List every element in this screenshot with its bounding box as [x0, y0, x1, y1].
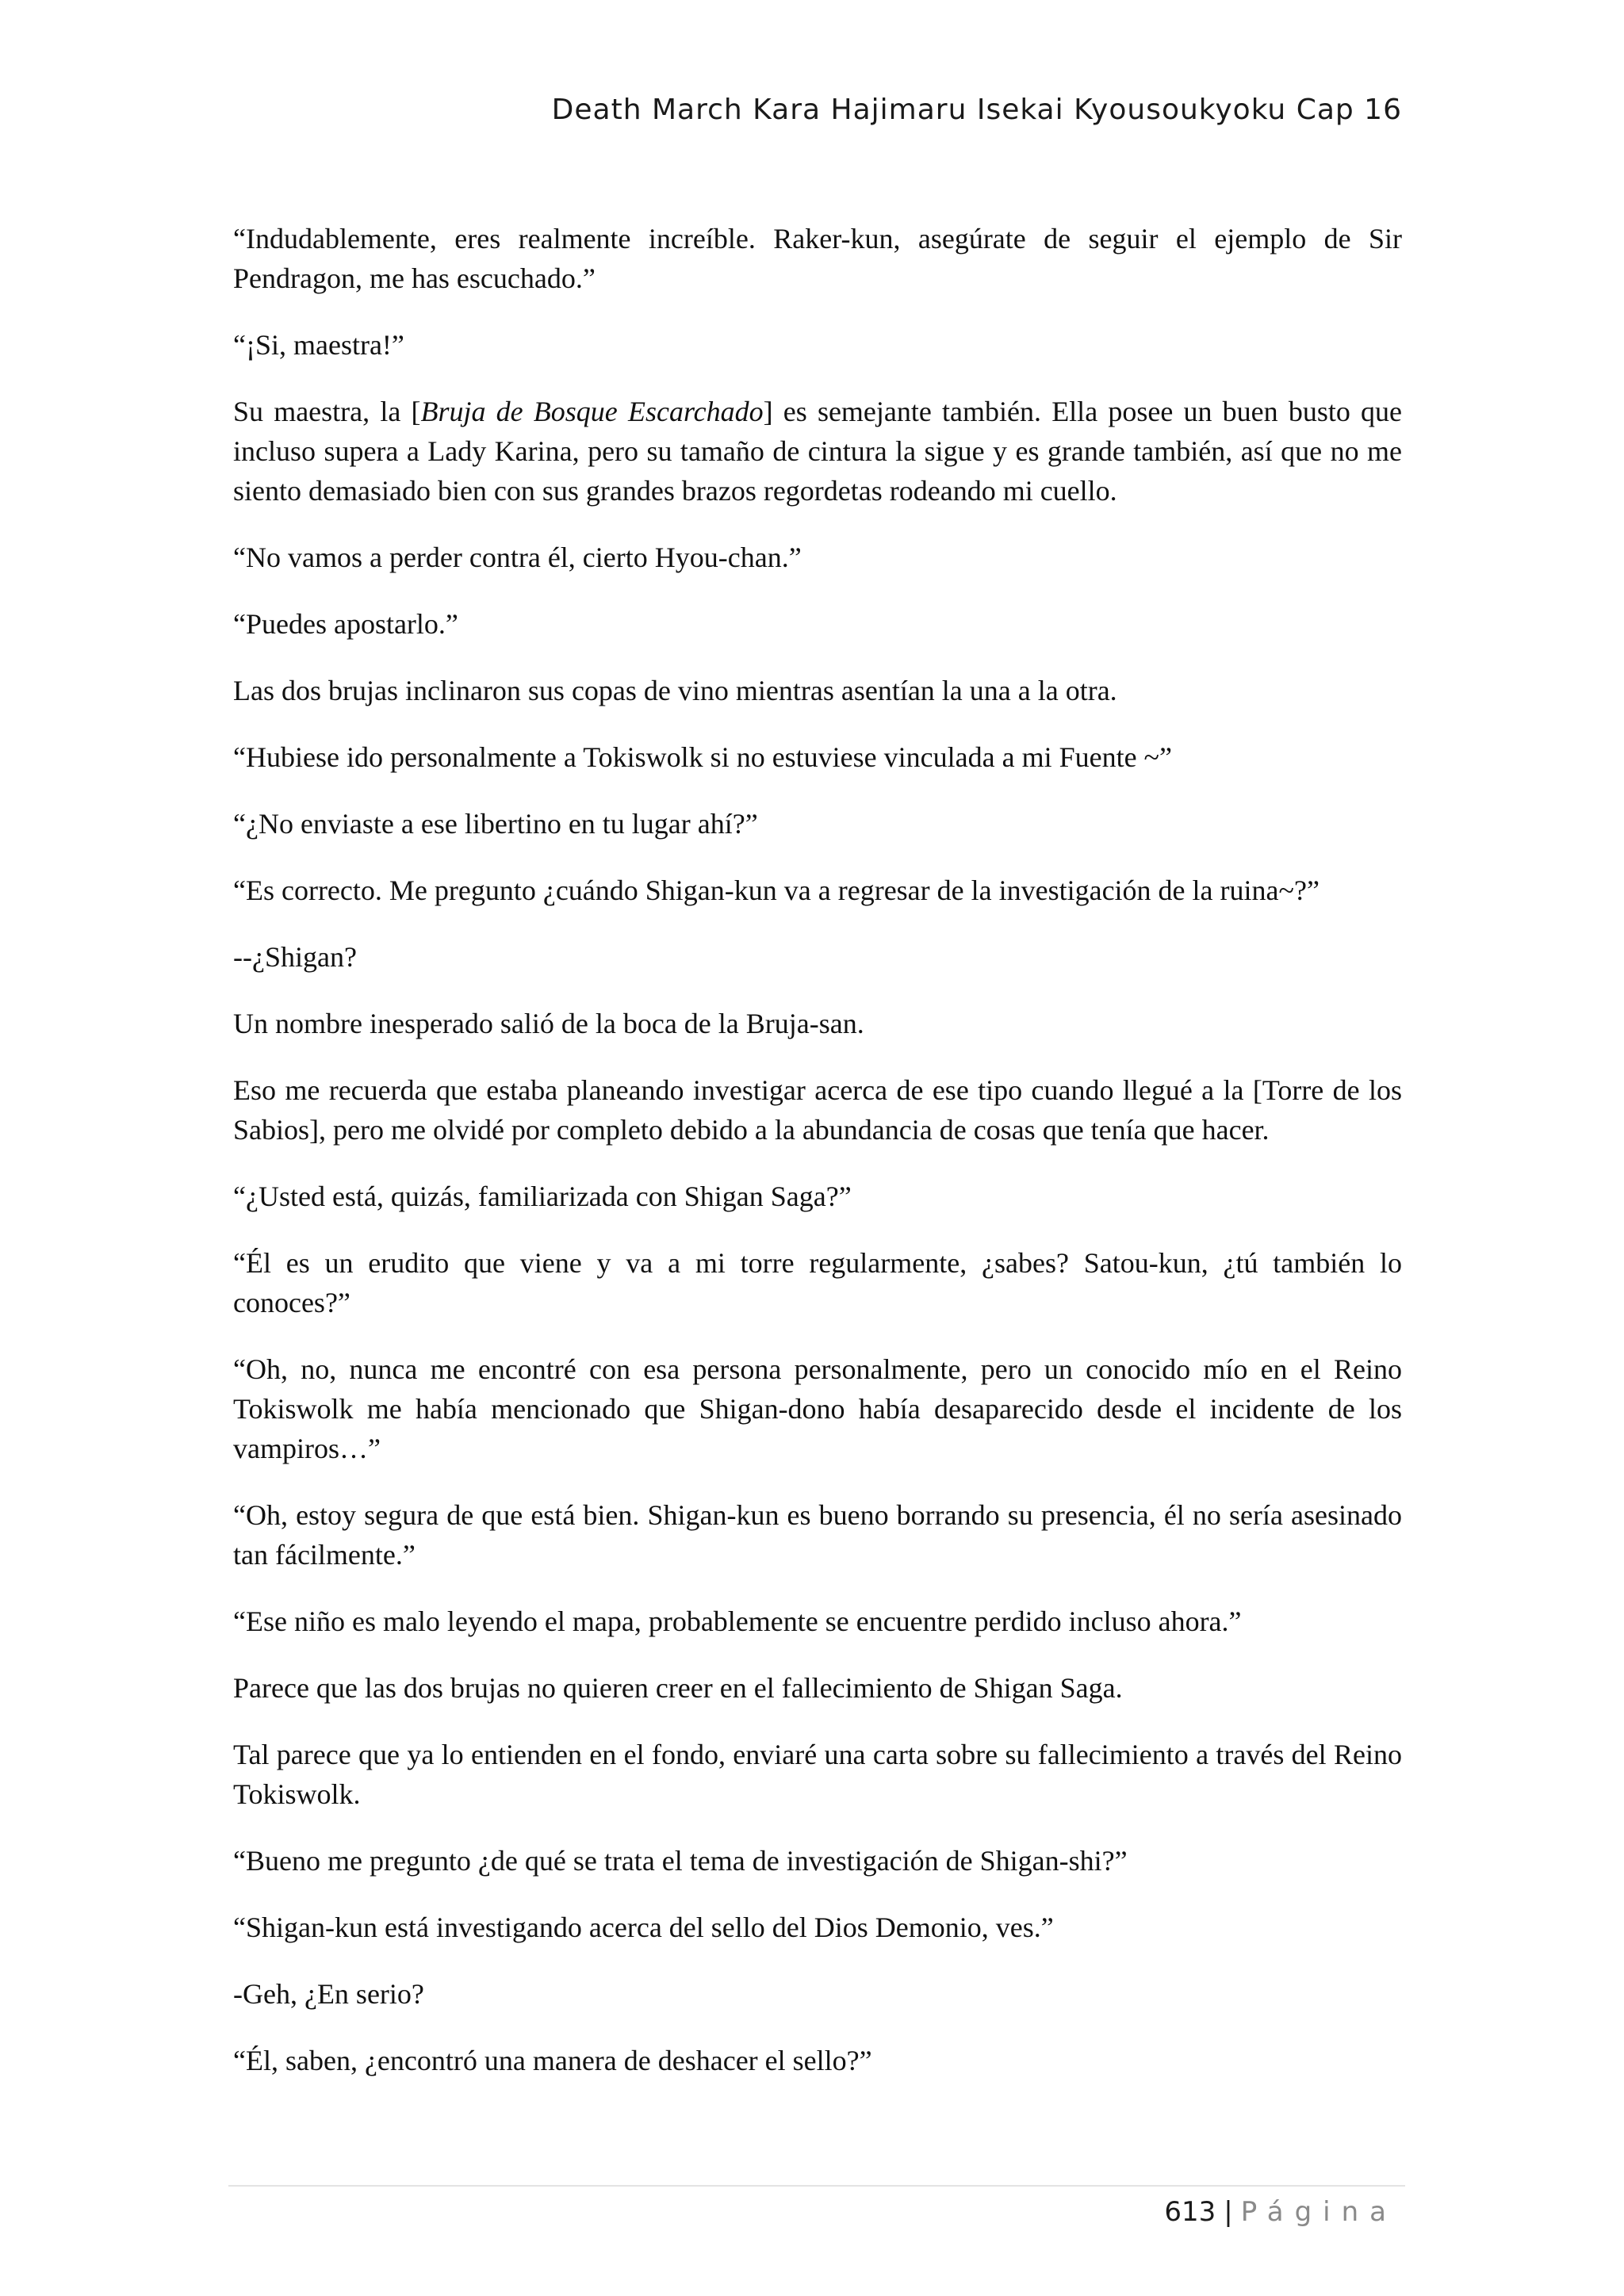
paragraph: Parece que las dos brujas no quieren creer en el fallecimiento de Shigan Saga.	[233, 1672, 1123, 1704]
paragraph: Un nombre inesperado salió de la boca de la Bruja-san.	[233, 1008, 864, 1039]
page-footer	[1164, 2196, 1397, 2228]
footer-divider	[228, 2185, 1405, 2187]
paragraph-text: ] es semejante también. Ella posee un buen busto que incluso supera a Lady Karina, pero su tamaño de cintura la sigue y es grande también, así que no me siento demasiado bien con sus grandes brazos regordetas rodeando mi cuello.	[233, 396, 1402, 507]
paragraph: “¿Usted está, quizás, familiarizada con Shigan Saga?”	[233, 1181, 852, 1212]
paragraph: --¿Shigan?	[233, 941, 357, 973]
chapter-body	[233, 219, 1402, 2107]
page-number: 613	[1164, 2196, 1216, 2228]
paragraph: “Bueno me pregunto ¿de qué se trata el tema de investigación de Shigan-shi?”	[233, 1845, 1128, 1877]
paragraph: “¿No enviaste a ese libertino en tu lugar ahí?”	[233, 808, 758, 840]
paragraph: “Es correcto. Me pregunto ¿cuándo Shigan-kun va a regresar de la investigación de la ruina~?”	[233, 874, 1320, 906]
paragraph: Eso me recuerda que estaba planeando investigar acerca de ese tipo cuando llegué a la [Torre de los Sabios], pero me olvidé por completo debido a la abundancia de cosas que tenía que hacer.	[233, 1074, 1402, 1146]
paragraph: “Indudablemente, eres realmente increíble. Raker-kun, asegúrate de seguir el ejemplo de Sir Pendragon, me has escuchado.”	[233, 223, 1402, 294]
paragraph: “Ese niño es malo leyendo el mapa, probablemente se encuentre perdido incluso ahora.”	[233, 1605, 1242, 1637]
paragraph: “Oh, estoy segura de que está bien. Shigan-kun es bueno borrando su presencia, él no sería asesinado tan fácilmente.”	[233, 1499, 1402, 1571]
paragraph: “Él es un erudito que viene y va a mi torre regularmente, ¿sabes? Satou-kun, ¿tú también lo conoces?”	[233, 1247, 1402, 1318]
running-header: Death March Kara Hajimaru Isekai Kyousoukyoku Cap 16	[551, 94, 1402, 126]
paragraph: Tal parece que ya lo entienden en el fondo, enviaré una carta sobre su fallecimiento a través del Reino Tokiswolk.	[233, 1739, 1402, 1810]
paragraph: “¡Si, maestra!”	[233, 329, 404, 361]
paragraph-text: Su maestra, la [	[233, 396, 421, 427]
paragraph	[233, 392, 1402, 511]
paragraph: “Oh, no, nunca me encontré con esa persona personalmente, pero un conocido mío en el Reino Tokiswolk me había mencionado que Shigan-dono había desaparecido desde el incidente de los vampiros…”	[233, 1353, 1402, 1464]
paragraph: “Él, saben, ¿encontró una manera de deshacer el sello?”	[233, 2045, 872, 2076]
page-label: Página	[1240, 2196, 1397, 2228]
paragraph: “Shigan-kun está investigando acerca del sello del Dios Demonio, ves.”	[233, 1911, 1054, 1943]
paragraph-italic-title: Bruja de Bosque Escarchado	[420, 396, 764, 427]
paragraph: Las dos brujas inclinaron sus copas de vino mientras asentían la una a la otra.	[233, 675, 1117, 706]
footer-separator: |	[1224, 2196, 1233, 2228]
paragraph: -Geh, ¿En serio?	[233, 1978, 424, 2010]
paragraph: “Puedes apostarlo.”	[233, 608, 458, 640]
paragraph: “Hubiese ido personalmente a Tokiswolk si no estuviese vinculada a mi Fuente ~”	[233, 741, 1173, 773]
paragraph: “No vamos a perder contra él, cierto Hyou-chan.”	[233, 541, 802, 573]
